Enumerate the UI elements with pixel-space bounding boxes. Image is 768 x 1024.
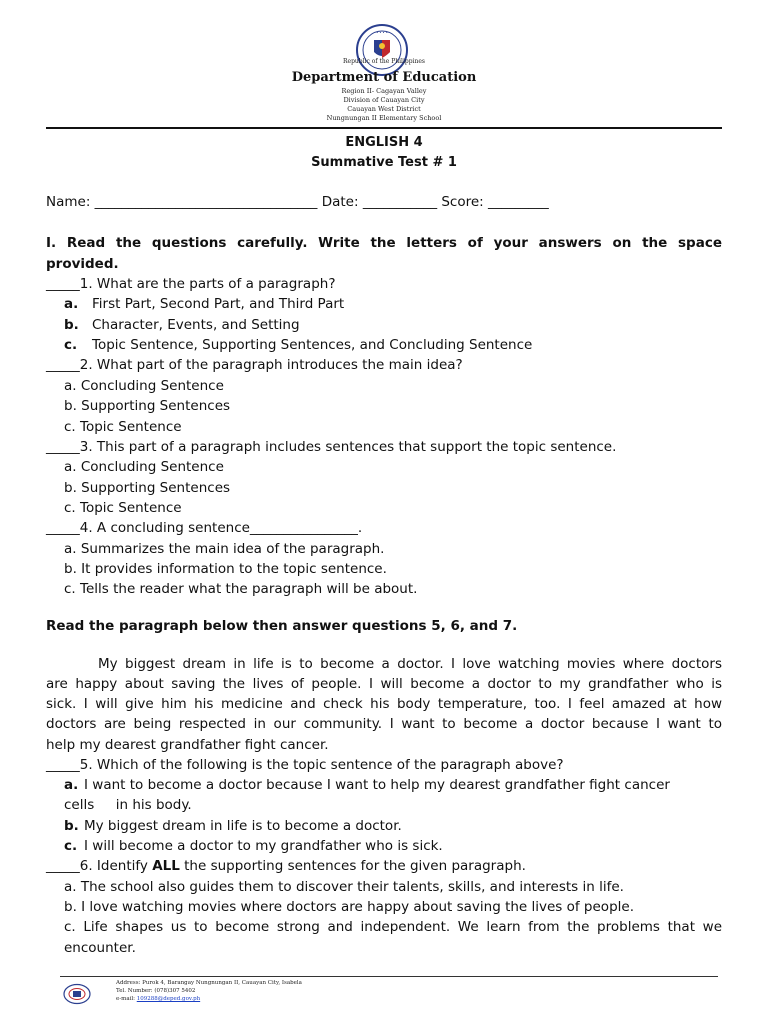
district-label: Cauayan West District <box>347 105 421 113</box>
part1-instruction-line1: I. Read the questions carefully. Write the letters of your answers on the space <box>46 235 722 251</box>
q6-option-b: b. I love watching movies where doctors are happy about saving the lives of people. <box>64 899 634 915</box>
q3-option-c: c. Topic Sentence <box>64 500 182 516</box>
question-4-stem: _____4. A concluding sentence________________. <box>46 520 363 536</box>
question-2-stem: _____2. What part of the paragraph introduces the main idea? <box>46 357 463 373</box>
q1-option-a-letter: a. <box>64 296 79 312</box>
q2-option-c: c. Topic Sentence <box>64 419 182 435</box>
svg-text:• • • •: • • • • <box>376 31 388 35</box>
q5-option-a-line1: I want to become a doctor because I want to help my dearest grandfather fight cancer <box>84 777 670 793</box>
q1-option-a: First Part, Second Part, and Third Part <box>92 296 345 312</box>
department-name: Department of Education <box>291 70 477 85</box>
q6-option-a: a. The school also guides them to discover their talents, skills, and interests in life. <box>64 879 624 895</box>
paragraph-line-1: My biggest dream in life is to become a doctor. I love watching movies where doctors <box>98 656 722 672</box>
footer-email-label: e-mail: <box>116 996 137 1002</box>
q6-option-c-line2: encounter. <box>64 940 136 956</box>
q6-option-c-line1: c. Life shapes us to become strong and independent. We learn from the problems that we <box>64 919 722 935</box>
q5-option-a-line2: cells in his body. <box>64 797 192 813</box>
q5-option-b: My biggest dream in life is to become a doctor. <box>84 818 402 834</box>
paragraph-line-3: sick. I will give him his medicine and check his body temperature, too. I feel amazed at how <box>46 696 722 712</box>
paragraph-line-5: help my dearest grandfather fight cancer. <box>46 737 329 753</box>
question-1-stem: _____1. What are the parts of a paragraph? <box>46 276 336 292</box>
school-label: Nungnungan II Elementary School <box>326 114 442 122</box>
q5-option-b-letter: b. <box>64 818 79 834</box>
q5-option-c: I will become a doctor to my grandfather who is sick. <box>84 838 443 854</box>
q5-option-a-letter: a. <box>64 777 79 793</box>
q6-stem-post: the supporting sentences for the given paragraph. <box>179 858 526 874</box>
q4-option-b: b. It provides information to the topic sentence. <box>64 561 387 577</box>
subject-title: ENGLISH 4 <box>345 135 423 150</box>
paragraph-line-2: are happy about saving the lives of people. I will become a doctor to my grandfather who is <box>46 676 722 692</box>
q1-option-b: Character, Events, and Setting <box>92 317 300 333</box>
part2-instruction: Read the paragraph below then answer questions 5, 6, and 7. <box>46 618 518 634</box>
part1-instruction-line2: provided. <box>46 256 119 272</box>
q4-option-a: a. Summarizes the main idea of the paragraph. <box>64 541 385 557</box>
footer-email-line <box>116 996 200 1002</box>
footer-address: Address: Purok 4, Barangay Nungnungan II, Cauayan City, Isabela <box>116 980 302 986</box>
q1-option-b-letter: b. <box>64 317 79 333</box>
student-info-line: Name: _________________________________ Date: ___________ Score: _________ <box>46 194 549 210</box>
q6-stem-pre: _____6. Identify <box>46 858 153 874</box>
q1-option-c: Topic Sentence, Supporting Sentences, and Concluding Sentence <box>92 337 533 353</box>
q1-option-c-letter: c. <box>64 337 78 353</box>
republic-label: Republic of the Philippines <box>343 58 425 65</box>
school-logo <box>62 983 92 1005</box>
footer-tel: Tel. Number: (078)307 5402 <box>116 988 196 994</box>
q6-stem-emphasis: ALL <box>152 858 180 874</box>
q5-option-c-letter: c. <box>64 838 78 854</box>
region-label: Region II- Cagayan Valley <box>341 87 427 95</box>
division-label: Division of Cauayan City <box>343 96 425 104</box>
question-6-stem <box>46 858 526 874</box>
q2-option-a: a. Concluding Sentence <box>64 378 224 394</box>
test-title: Summative Test # 1 <box>311 155 457 170</box>
footer-email-link[interactable]: 109288@deped.gov.ph <box>136 996 201 1002</box>
footer-divider <box>60 976 718 977</box>
q2-option-b: b. Supporting Sentences <box>64 398 231 414</box>
q3-option-a: a. Concluding Sentence <box>64 459 224 475</box>
paragraph-line-4: doctors are being respected in our community. I want to become a doctor because I want to <box>46 716 722 732</box>
header-divider <box>46 127 722 129</box>
q4-option-c: c. Tells the reader what the paragraph will be about. <box>64 581 418 597</box>
question-3-stem: _____3. This part of a paragraph includes sentences that support the topic sentence. <box>46 439 617 455</box>
q3-option-b: b. Supporting Sentences <box>64 480 231 496</box>
question-5-stem: _____5. Which of the following is the topic sentence of the paragraph above? <box>46 757 564 773</box>
